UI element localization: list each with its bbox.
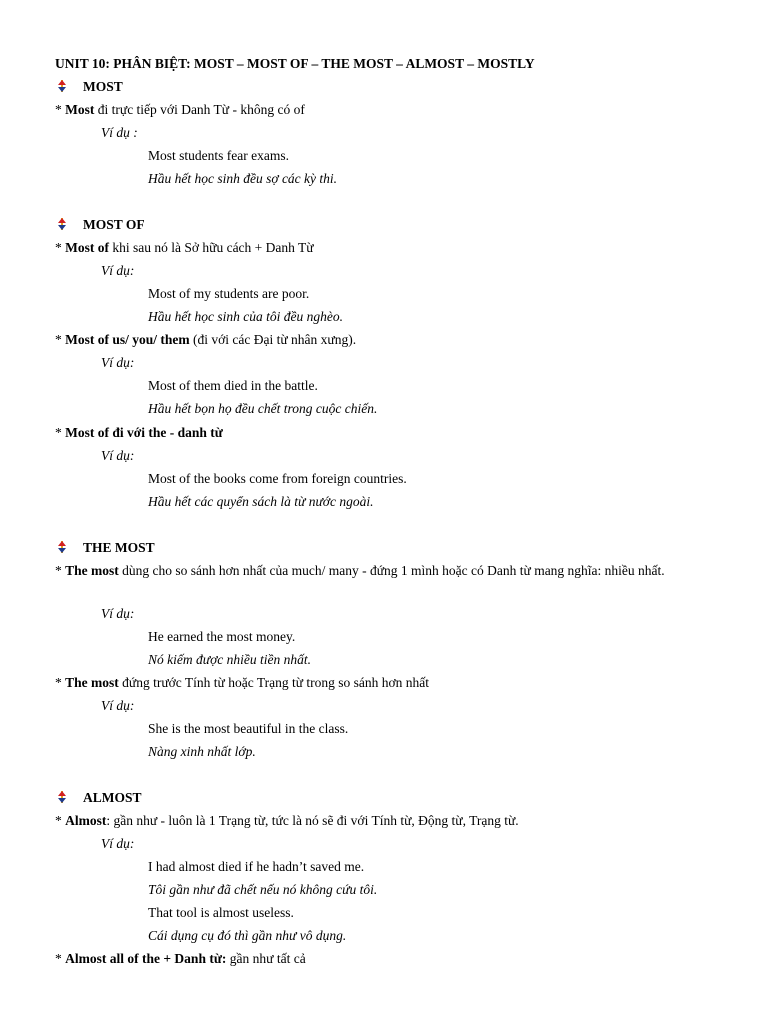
rule-keyword: Most of us/ you/ them: [65, 332, 190, 347]
diamond-bullet-icon: [55, 79, 69, 93]
rule-star: *: [55, 675, 62, 690]
rule-text: : gần như - luôn là 1 Trạng từ, tức là nó sẽ đi với Tính từ, Động từ, Trạng từ.: [106, 813, 519, 828]
rule-text: khi sau nó là Sở hữu cách + Danh Từ: [109, 240, 314, 255]
rule-star: *: [55, 425, 62, 440]
section-heading-most: MOST: [83, 79, 123, 94]
example-vietnamese: Nó kiếm được nhiều tiền nhất.: [148, 652, 312, 667]
rule-the-most-1: [55, 562, 711, 579]
section-heading-the-most: THE MOST: [83, 540, 155, 555]
rule-keyword: Most of: [65, 240, 109, 255]
rule-text: dùng cho so sánh hơn nhất của much/ many - đứng 1 mình hoặc có Danh từ mang nghĩa: nhiều nhất.: [118, 563, 665, 578]
page-title: UNIT 10: PHÂN BIỆT: MOST – MOST OF – THE MOST – ALMOST – MOSTLY: [55, 56, 535, 71]
rule-most-of-3: [55, 424, 223, 441]
rule-the-most-2: [55, 674, 429, 691]
example-vietnamese: Hầu hết học sinh đều sợ các kỳ thi.: [148, 171, 338, 186]
rule-keyword: Almost: [65, 813, 107, 828]
rule-star: *: [55, 240, 62, 255]
rule-keyword: Most of đi với the - danh từ: [65, 425, 223, 440]
example-english: I had almost died if he hadn’t saved me.: [148, 859, 365, 874]
rule-star: *: [55, 102, 62, 117]
example-label: Ví dụ:: [101, 263, 135, 278]
example-vietnamese: Cái dụng cụ đó thì gần như vô dụng.: [148, 928, 347, 943]
rule-most-of-2: [55, 331, 356, 348]
rule-most-of-1: [55, 239, 314, 256]
rule-star: *: [55, 951, 62, 966]
example-label: Ví dụ:: [101, 355, 135, 370]
rule-keyword: Almost all of the + Danh từ:: [65, 951, 227, 966]
example-english: Most of my students are poor.: [148, 286, 310, 301]
diamond-bullet-icon: [55, 540, 69, 554]
section-heading-most-of: MOST OF: [83, 217, 145, 232]
rule-text: (đi với các Đại từ nhân xưng).: [189, 332, 357, 347]
example-english: Most of the books come from foreign countries.: [148, 471, 407, 486]
rule-keyword: Most: [65, 102, 95, 117]
rule-star: *: [55, 332, 62, 347]
rule-star: *: [55, 813, 62, 828]
example-english: Most students fear exams.: [148, 148, 289, 163]
example-vietnamese: Nàng xinh nhất lớp.: [148, 744, 256, 759]
rule-almost-2: [55, 950, 306, 967]
example-vietnamese: Tôi gần như đã chết nếu nó không cứu tôi.: [148, 882, 378, 897]
example-vietnamese: Hầu hết bọn họ đều chết trong cuộc chiến.: [148, 401, 378, 416]
rule-text: gần như tất cả: [226, 951, 306, 966]
example-label: Ví dụ:: [101, 448, 135, 463]
example-label: Ví dụ:: [101, 606, 135, 621]
diamond-bullet-icon: [55, 217, 69, 231]
diamond-bullet-icon: [55, 790, 69, 804]
example-label: Ví dụ:: [101, 698, 135, 713]
example-vietnamese: Hầu hết các quyển sách là từ nước ngoài.: [148, 494, 374, 509]
example-english: He earned the most money.: [148, 629, 296, 644]
example-english: That tool is almost useless.: [148, 905, 294, 920]
rule-almost-1: [55, 812, 519, 829]
rule-keyword: The most: [65, 675, 119, 690]
rule-text: đứng trước Tính từ hoặc Trạng từ trong so sánh hơn nhất: [118, 675, 430, 690]
rule-keyword: The most: [65, 563, 119, 578]
section-heading-almost: ALMOST: [83, 790, 142, 805]
example-english: She is the most beautiful in the class.: [148, 721, 349, 736]
example-english: Most of them died in the battle.: [148, 378, 318, 393]
example-vietnamese: Hầu hết học sinh của tôi đều nghèo.: [148, 309, 343, 324]
example-label: Ví dụ:: [101, 836, 135, 851]
rule-text: đi trực tiếp với Danh Từ - không có of: [94, 102, 305, 117]
rule-star: *: [55, 563, 62, 578]
rule-most-1: [55, 101, 305, 118]
example-label: Ví dụ :: [101, 125, 138, 140]
